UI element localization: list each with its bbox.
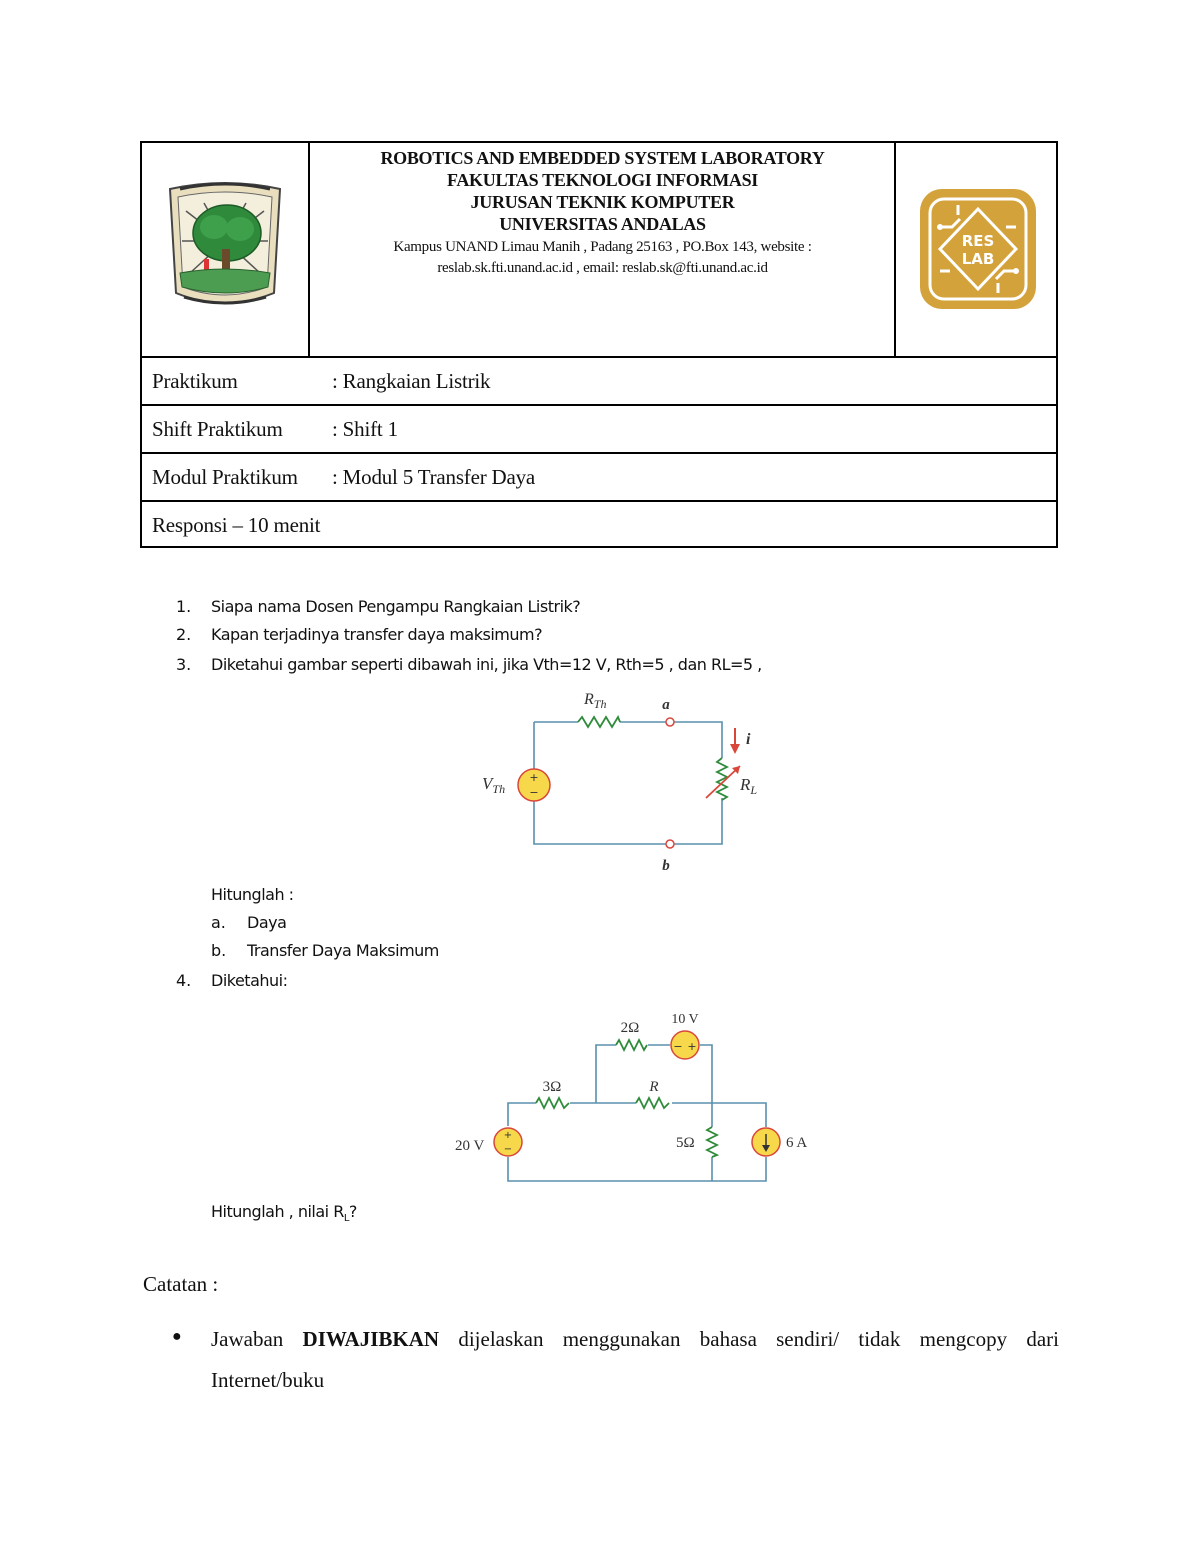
- rth-sub: Th: [593, 697, 607, 711]
- svg-text:RTh: [583, 691, 606, 711]
- note-bullet-line-2: Internet/buku: [211, 1368, 325, 1392]
- node-b-label: b: [662, 858, 670, 874]
- svg-text:VTh: [482, 774, 505, 796]
- node-a: [666, 718, 674, 726]
- plus-sign: +: [529, 771, 539, 784]
- info-label: Modul Praktikum: [152, 465, 298, 489]
- rth-resistor: [578, 717, 620, 727]
- label-r: R: [649, 1079, 659, 1095]
- info-value: : Modul 5 Transfer Daya: [332, 465, 536, 489]
- node-b: [666, 840, 674, 848]
- circuit-two: [440, 1005, 830, 1195]
- plus-sign: +: [503, 1130, 513, 1141]
- q3-hitung: Hitunglah :: [211, 885, 294, 904]
- question-2: Kapan terjadinya transfer daya maksimum?: [211, 625, 543, 644]
- header-text-block: [310, 143, 895, 357]
- minus-sign: −: [503, 1144, 513, 1155]
- info-row-praktikum: [152, 369, 490, 393]
- resistor-3ohm: [536, 1098, 569, 1108]
- resistor-2ohm: [616, 1040, 647, 1050]
- university-logo: [164, 181, 286, 311]
- rth-label: R: [584, 691, 594, 708]
- note-bullet-line-1: [211, 1327, 1059, 1352]
- vth-label: V: [482, 774, 493, 793]
- info-label: Shift Praktikum: [152, 417, 283, 441]
- divider: [142, 404, 1056, 406]
- notes-title: Catatan :: [143, 1272, 219, 1296]
- bullet-icon: ●: [172, 1328, 182, 1345]
- sub-item-marker: a.: [211, 913, 226, 932]
- q4-hitung-text: Hitunglah , nilai R: [211, 1202, 344, 1221]
- department-name: JURUSAN TEKNIK KOMPUTER: [470, 192, 735, 212]
- circuit-thevenin: [470, 686, 770, 876]
- info-value: : Rangkaian Listrik: [332, 369, 491, 393]
- info-row-responsi: [152, 513, 320, 537]
- rl-label: R: [740, 775, 751, 794]
- reslab-logo-text-2: LAB: [961, 250, 995, 268]
- rl-sub: L: [750, 783, 758, 797]
- current-label: i: [746, 731, 751, 748]
- header-table: [140, 141, 1058, 548]
- divider: [142, 452, 1056, 454]
- question-number: 4.: [176, 971, 192, 990]
- q4-hitung-sub: L: [343, 1213, 349, 1225]
- label-10v: 10 V: [671, 1012, 699, 1027]
- info-value: : Shift 1: [332, 417, 398, 441]
- label-5ohm: 5Ω: [676, 1135, 695, 1151]
- address-line-1: Kampus UNAND Limau Manih , Padang 25163 , PO.Box 143, website :: [393, 239, 812, 255]
- label-20v: 20 V: [455, 1138, 485, 1154]
- svg-text:RL: [739, 775, 757, 797]
- plus-sign: +: [687, 1040, 697, 1053]
- question-1: Siapa nama Dosen Pengampu Rangkaian Listrik?: [211, 597, 581, 616]
- vth-sub: Th: [492, 782, 506, 796]
- q4-hitung-end: ?: [348, 1202, 357, 1221]
- info-row-modul: [152, 465, 535, 489]
- university-name: UNIVERSITAS ANDALAS: [499, 214, 706, 234]
- address-line-2: reslab.sk.fti.unand.ac.id , email: reslab.sk@fti.unand.ac.id: [437, 260, 768, 276]
- reslab-logo-text-1: RES: [961, 232, 995, 250]
- label-6a: 6 A: [786, 1135, 808, 1151]
- resistor-5ohm: [707, 1127, 717, 1157]
- divider: [142, 500, 1056, 502]
- note-text: dijelaskan menggunakan bahasa sendiri/ tidak mengcopy dari: [439, 1327, 1059, 1351]
- minus-sign: −: [529, 786, 539, 799]
- resistor-r: [636, 1098, 669, 1108]
- note-bold: DIWAJIBKAN: [302, 1327, 440, 1351]
- q3b-transfer: Transfer Daya Maksimum: [247, 941, 439, 960]
- sub-item-marker: b.: [211, 941, 227, 960]
- minus-sign: −: [673, 1040, 683, 1053]
- node-a-label: a: [662, 697, 670, 713]
- q4-hitung: [211, 1202, 357, 1224]
- reslab-logo: [918, 187, 1038, 311]
- note-text: Jawaban: [211, 1327, 303, 1351]
- info-label: Praktikum: [152, 369, 238, 393]
- q3a-daya: Daya: [247, 913, 287, 932]
- faculty-name: FAKULTAS TEKNOLOGI INFORMASI: [447, 170, 758, 190]
- label-3ohm: 3Ω: [542, 1079, 562, 1095]
- lab-name: ROBOTICS AND EMBEDDED SYSTEM LABORATORY: [380, 148, 825, 168]
- question-number: 2.: [176, 625, 192, 644]
- info-label: Responsi – 10 menit: [152, 513, 321, 537]
- question-3: Diketahui gambar seperti dibawah ini, jika Vth=12 V, Rth=5 , dan RL=5 ,: [211, 655, 762, 674]
- label-2ohm: 2Ω: [620, 1020, 640, 1036]
- question-number: 1.: [176, 597, 192, 616]
- question-number: 3.: [176, 655, 192, 674]
- info-row-shift: [152, 417, 398, 441]
- question-4: Diketahui:: [211, 971, 288, 990]
